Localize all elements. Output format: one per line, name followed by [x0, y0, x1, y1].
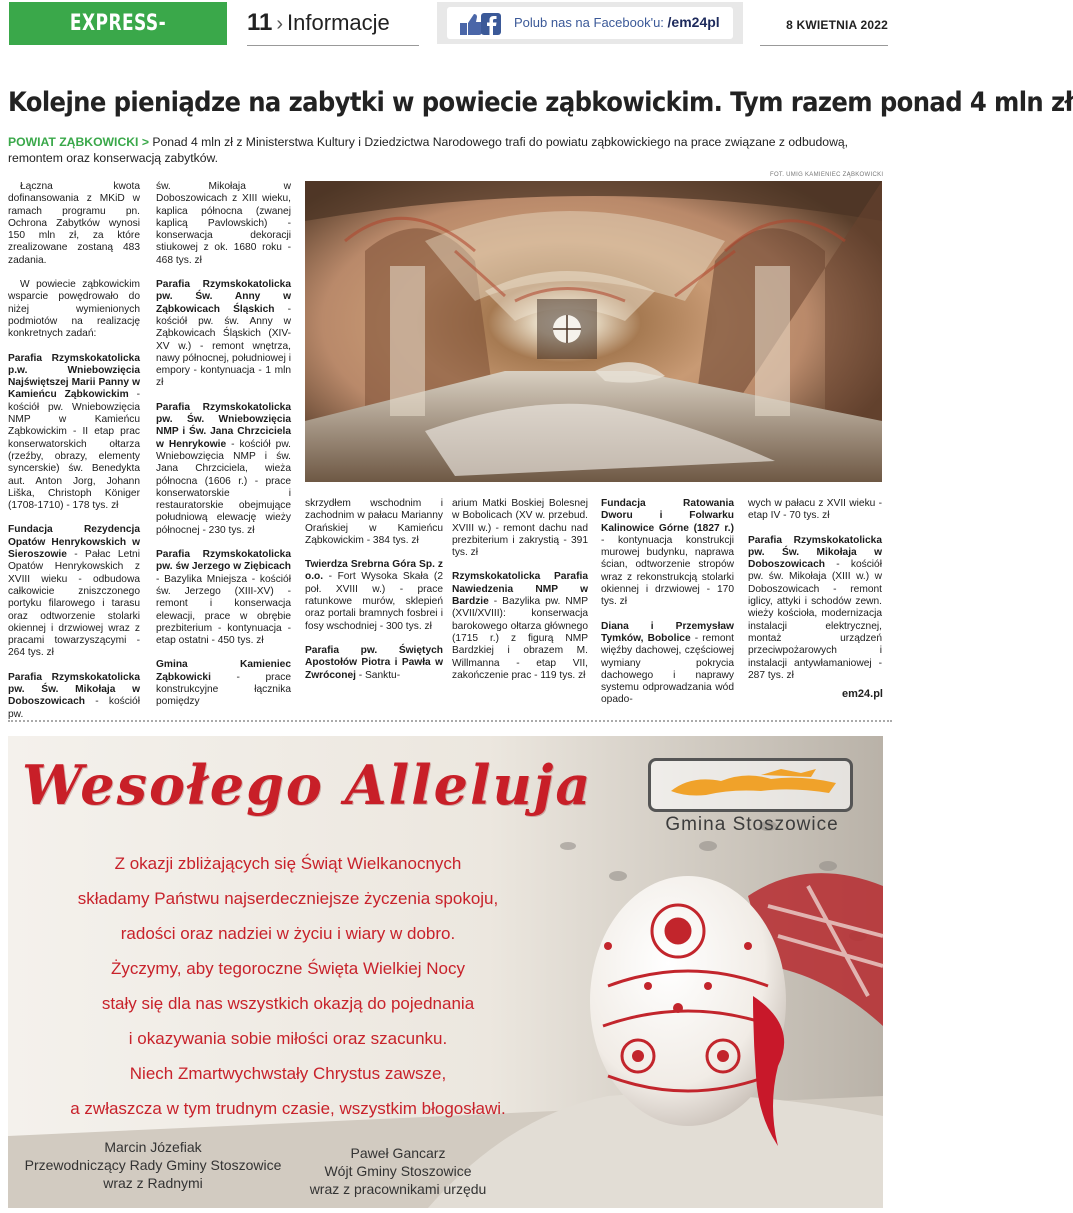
- masthead: [0, 0, 900, 79]
- facebook-like-icon: [457, 11, 503, 37]
- paragraph-text: W powiecie ząbkowickim wsparcie powędrowało do niżej wymienionych podmiotów na realizację konkretnych zadań:: [8, 279, 140, 340]
- facebook-handle[interactable]: /em24pl: [667, 14, 720, 30]
- facebook-promo-label: Polub nas na Facebook'u:: [514, 15, 664, 30]
- article-paragraph: [452, 498, 588, 559]
- issue-date: 8 KWIETNIA 2022: [786, 18, 888, 32]
- article-paragraph: [156, 402, 291, 537]
- wish-line: a zwłaszcza w tym trudnym czasie, wszystkim błogosławi.: [70, 1099, 506, 1118]
- paragraph-text: - Fort Wysoka Skała (2 poł. XVIII w.) - prace ratunkowe murów, sklepień oraz portali bramnych fosbrei i fosy wschodniej - 300 tys. zł: [305, 571, 443, 632]
- date-divider: [760, 45, 888, 46]
- article-paragraph: [156, 181, 291, 267]
- vaulted-corridor-illustration: [305, 181, 882, 482]
- wish-line: Życzymy, aby tegoroczne Święta Wielkiej Nocy: [111, 959, 465, 978]
- entity-name: Parafia pw. Świętych Apostołów Piotra i Pawła w Zwróconej: [305, 644, 443, 681]
- paragraph-text: - kontynuacja konstrukcji murowej budynku, naprawa ścian, odtworzenie stropów wraz z rekonstrukcją stolarki okiennej i drzwiowej - 170 tys. zł: [601, 534, 734, 608]
- signer-left-name: Marcin Józefiak: [104, 1139, 202, 1155]
- article-kicker: POWIAT ZĄBKOWICKI >: [8, 135, 149, 149]
- chevron-right-icon: ›: [276, 13, 284, 35]
- paragraph-text: - kościół pw. Wniebowzięcia NMP i św. Jana Chrzciciela, wieża północna (1606 r.) - prace konserwatorskie i restauratorskie obejmujące południową elewację wieży północnej - 230 tys. zł: [156, 438, 291, 536]
- site-logo[interactable]: [9, 2, 227, 79]
- entity-name: Parafia Rzymskokatolicka pw. Św. Mikołaja w Doboszowicach: [8, 671, 140, 708]
- article-paragraph: [156, 549, 291, 647]
- paragraph-text: - prace konstrukcyjne łącznika pomiędzy: [156, 671, 291, 708]
- paragraph-text: - kościół pw.: [8, 696, 140, 720]
- facebook-promo-panel: [447, 7, 733, 39]
- paragraph-text: wych w pałacu z XVII wieku - etap IV - 70 tys. zł: [748, 498, 882, 522]
- dotted-divider: [8, 720, 892, 722]
- article-column-1: [8, 181, 140, 721]
- paragraph-text: Łączna kwota dofinansowania z MKiD w ramach programu pn. Ochrona Zabytków wynosi 150 mln zł, za które zrealizowane zostaną 483 zadania.: [8, 181, 140, 266]
- paragraph-text: - Pałac Letni Opatów Henrykowskich z XVIII wieku - odbudowa całkowicie zniszczonego portyku filarowego i tarasu oraz odtworzenie stolarki okiennej i drzwiowej wraz z pracami towarzyszącymi - 264 tys. zł: [8, 549, 140, 659]
- paragraph-text: - kościół pw. św. Anny w Ząbkowicach Śląskich (XIV-XV w.) - remont wnętrza, nawy północnej, południowej i empory - kontynuacja - 1 mln zł: [156, 303, 291, 389]
- paragraph-text: - kościół pw. Wniebowzięcia NMP w Kamieńcu Ząbkowickim - II etap prac konserwatorskich ołtarza (rzeźby, obrazy, elementy syncerskie) św. Benedykta aut. Anton Jorg, Johann Liška, Christoph Königer (1708-1710) - 178 tys. zł: [8, 389, 140, 512]
- entity-name: Parafia Rzymskokatolicka pw. Św. Mikołaja w Doboszowicach: [748, 534, 882, 571]
- entity-name: Parafia Rzymskokatolicka pw. Św. Wniebowzięcia NMP i Św. Jana Chrzciciela w Henrykowie: [156, 401, 291, 450]
- section-name[interactable]: Informacje: [287, 10, 390, 35]
- gmina-logo[interactable]: [648, 758, 853, 812]
- wish-line: Niech Zmartwychwstały Chrystus zawsze,: [129, 1064, 447, 1083]
- article-column-3: [305, 498, 443, 682]
- wish-line: i okazywania sobie miłości oraz szacunku.: [128, 1029, 448, 1048]
- article-lead-text: Ponad 4 mln zł z Ministerstwa Kultury i Dziedzictwa Narodowego trafi do powiatu ząbkowickiego na prace związane z odbudową, remontem oraz konserwacją zabytków.: [8, 135, 849, 165]
- article-paragraph: [8, 353, 140, 513]
- article-paragraph: [305, 498, 443, 547]
- article-paragraph: [601, 498, 734, 609]
- article-column-4: [452, 498, 588, 682]
- entity-name: Rzymskokatolicka Parafia Nawiedzenia NMP w Bardzie: [452, 571, 588, 608]
- article-column-6: [748, 498, 882, 682]
- section-header: [247, 8, 390, 38]
- entity-name: Parafia Rzymskokatolicka pw. św Jerzego w Ziębicach: [156, 549, 291, 573]
- entity-name: Gmina Kamieniec Ząbkowicki: [156, 659, 291, 683]
- easter-greeting-ad: [8, 736, 883, 1208]
- site-logo-text: EXPRESS-MIEJSKI.PL: [64, 11, 172, 79]
- page-number: 11: [247, 9, 273, 36]
- ad-title: Wesołego Alleluja: [22, 753, 593, 817]
- gmina-name: Gmina Stoszowice: [665, 814, 839, 835]
- paragraph-text: - Bazylika pw. NMP (XVII/XVIII): konserwacja barokowego ołtarza głównego (1715 r.) z figurą NMP Bardzkiej i obrazem M. Willmanna - etap VII, zakończenie prac - 119 tys. zł: [452, 596, 588, 681]
- signer-right: [298, 1144, 498, 1198]
- wish-line: składamy Państwu najserdeczniejsze życzenia spokoju,: [77, 889, 499, 908]
- article-paragraph: [748, 535, 882, 683]
- entity-name: Parafia Rzymskokatolicka p.w. Wniebowzięcia Najświętszej Marii Panny w Kamieńcu Ząbkowickim: [8, 352, 140, 401]
- article-paragraph: [8, 181, 140, 267]
- signer-right-name: Paweł Gancarz: [350, 1145, 446, 1161]
- article-paragraph: [156, 659, 291, 708]
- section-divider: [247, 45, 419, 46]
- article-paragraph: [8, 524, 140, 659]
- paragraph-text: - Sanktu-: [355, 669, 401, 681]
- article-paragraph: [601, 621, 734, 707]
- paragraph-text: - Bazylika Mniejsza - kościół św. Jerzego (XIII-XV) - remont i konserwacja elewacji, prace w obrębie prezbiterium - kontynuacja - etap ostatni - 450 tys. zł: [156, 573, 291, 647]
- signer-right-role: Wójt Gminy Stoszowice: [324, 1163, 472, 1179]
- wish-line: stały się dla nas wszystkich okazją do pojednania: [101, 994, 475, 1013]
- wish-line: radości oraz nadziei w życiu i wiary w dobro.: [120, 924, 456, 943]
- entity-name: Parafia Rzymskokatolicka pw. Św. Anny w Ząbkowicach Śląskich: [156, 279, 291, 315]
- paragraph-text: arium Matki Boskiej Bolesnej w Bobolicach (XV w. przebud. XVIII w.) - remont dachu nad prezbiterium i zakrystią - 391 tys. zł: [452, 498, 588, 559]
- vaulted-corridor-photo: [305, 181, 882, 482]
- article-signature: em24.pl: [842, 688, 883, 700]
- signer-right-with: wraz z pracownikami urzędu: [309, 1181, 487, 1197]
- article-lead: [8, 134, 880, 166]
- signer-left-with: wraz z Radnymi: [103, 1175, 203, 1191]
- photo-credit: FOT. UMIG KAMIENIEC ZĄBKOWICKI: [770, 172, 884, 178]
- paragraph-text: - remont więźby dachowej, częściowej wymiany pokrycia dachowego i naprawy systemu odprowadzania wód opado-: [601, 632, 734, 706]
- article-headline: Kolejne pieniądze na zabytki w powiecie ząbkowickim. Tym razem ponad 4 mln zł: [8, 87, 1073, 118]
- facebook-promo-text: [514, 14, 720, 30]
- article-paragraph: [156, 279, 291, 390]
- facebook-promo[interactable]: [437, 2, 743, 44]
- entity-name: Diana i Przemysław Tymków, Bobolice: [601, 620, 734, 644]
- article-column-5: [601, 498, 734, 707]
- signer-left: [18, 1138, 288, 1192]
- entity-name: Fundacja Ratowania Dworu i Folwarku Kalinowice Górne (1827 r.): [601, 498, 734, 534]
- signer-left-role: Przewodniczący Rady Gminy Stoszowice: [24, 1157, 282, 1173]
- article-paragraph: [452, 571, 588, 682]
- landscape-logo-icon: [651, 761, 850, 809]
- article-paragraph: [8, 279, 140, 340]
- entity-name: Fundacja Rezydencja Opatów Henrykowskich w Sieroszowie: [8, 524, 140, 561]
- article-paragraph: [305, 559, 443, 633]
- wish-line: Z okazji zbliżających się Świąt Wielkanocnych: [114, 854, 462, 873]
- entity-name: Twierdza Srebrna Góra Sp. z o.o.: [305, 559, 443, 583]
- paragraph-text: skrzydłem wschodnim i zachodnim w pałacu Marianny Orańskiej w Kamieńcu Ząbkowickim - 384 tys. zł: [305, 498, 443, 546]
- article-paragraph: [748, 498, 882, 523]
- article-paragraph: [8, 672, 140, 721]
- article-paragraph: [305, 645, 443, 682]
- article-column-2: [156, 181, 291, 709]
- paragraph-text: - kościół pw. św. Mikołaja (XIII w.) w Doboszowicach - remont iglicy, attyki i schodów zewn. wieży kościoła, modernizacja instalacji elektrycznej, montaż urządzeń przeciwpożarowych i instalacji antywłamaniowej - 287 tys. zł: [748, 559, 882, 681]
- paragraph-text: św. Mikołaja w Doboszowicach z XIII wieku, kaplica północna (zwanej kaplicą Pavlowskich) - konserwacja dekoracji stiukowej z ok. 1680 roku - 468 tys. zł: [156, 181, 291, 266]
